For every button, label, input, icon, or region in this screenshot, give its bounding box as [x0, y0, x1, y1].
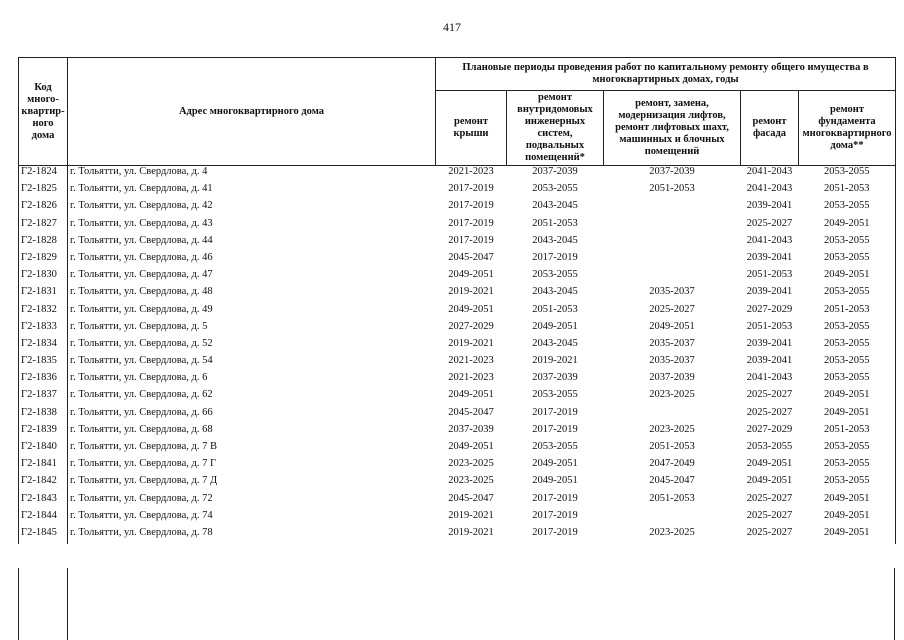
cell-lifts: 2051-2053: [649, 492, 695, 504]
cell-foundation: 2049-2051: [799, 510, 896, 527]
cell-address: г. Тольятти, ул. Свердлова, д. 62: [68, 389, 436, 406]
cell-code: Г2-1832: [19, 304, 68, 321]
cell-roof: 2017-2019: [448, 183, 494, 195]
cell-facade: 2025-2027: [746, 389, 793, 401]
cell-systems: 2043-2045: [532, 234, 578, 246]
cell-facade: 2049-2051: [746, 475, 793, 487]
cell-foundation: 2053-2055: [799, 235, 896, 252]
cell-lifts: 2049-2051: [649, 320, 695, 332]
cell-lifts: 2037-2039: [649, 166, 695, 177]
cell-code: Г2-1825: [19, 183, 68, 200]
cell-address: г. Тольятти, ул. Свердлова, д. 72: [68, 493, 436, 510]
cell-address: г. Тольятти, ул. Свердлова, д. 54: [68, 355, 436, 372]
cell-systems: 2017-2019: [532, 492, 578, 504]
cell-roof: 2027-2029: [448, 320, 494, 332]
cell-facade: 2051-2053: [746, 320, 793, 332]
table-row: [19, 458, 896, 475]
cell-lifts: 2035-2037: [649, 286, 695, 298]
cell-code: Г2-1845: [19, 527, 68, 544]
cell-foundation: 2049-2051: [799, 218, 896, 235]
cell-foundation: 2049-2051: [799, 407, 896, 424]
table-row: [19, 166, 896, 184]
table-row: [19, 252, 896, 269]
cell-facade: 2025-2027: [746, 406, 793, 418]
cell-address: г. Тольятти, ул. Свердлова, д. 7 В: [68, 441, 436, 458]
cell-lifts: [604, 269, 741, 286]
cell-systems: 2017-2019: [532, 526, 578, 538]
cell-address: г. Тольятти, ул. Свердлова, д. 68: [68, 424, 436, 441]
cell-roof: 2049-2051: [448, 389, 494, 401]
cell-code: Г2-1829: [19, 252, 68, 269]
cell-foundation: 2053-2055: [799, 338, 896, 355]
cell-roof: 2049-2051: [448, 441, 494, 452]
header-systems: ремонт внутридомовых инженерных систем, подвальных помещений*: [507, 91, 604, 166]
page-number: 417: [443, 20, 461, 34]
cell-code: Г2-1828: [19, 235, 68, 252]
frame-right-border: [894, 568, 895, 640]
cell-foundation: 2053-2055: [799, 286, 896, 303]
cell-systems: 2043-2045: [532, 286, 578, 298]
cell-address: г. Тольятти, ул. Свердлова, д. 48: [68, 286, 436, 303]
cell-facade: 2039-2041: [746, 251, 793, 263]
cell-systems: 2049-2051: [532, 320, 578, 332]
cell-lifts: 2051-2053: [649, 441, 695, 452]
cell-code: Г2-1830: [19, 269, 68, 286]
cell-systems: 2053-2055: [532, 269, 578, 281]
cell-lifts: 2035-2037: [649, 355, 695, 367]
table-row: [19, 200, 896, 217]
header-group: Плановые периоды проведения работ по капитальному ремонту общего имущества в многоквартирных домах, годы: [436, 58, 896, 91]
cell-roof: 2049-2051: [448, 303, 494, 315]
cell-facade: 2041-2043: [746, 372, 793, 384]
cell-systems: 2017-2019: [532, 406, 578, 418]
frame-column-divider: [67, 568, 68, 640]
cell-code: Г2-1824: [19, 166, 68, 184]
cell-code: Г2-1826: [19, 200, 68, 217]
cell-roof: 2023-2025: [448, 475, 494, 487]
table-header: [19, 58, 896, 166]
cell-address: г. Тольятти, ул. Свердлова, д. 7 Д: [68, 475, 436, 492]
cell-systems: 2037-2039: [532, 166, 578, 177]
cell-address: г. Тольятти, ул. Свердлова, д. 43: [68, 218, 436, 235]
cell-lifts: 2037-2039: [649, 372, 695, 384]
cell-address: г. Тольятти, ул. Свердлова, д. 74: [68, 510, 436, 527]
cell-address: г. Тольятти, ул. Свердлова, д. 66: [68, 407, 436, 424]
cell-systems: 2043-2045: [532, 337, 578, 349]
cell-code: Г2-1838: [19, 407, 68, 424]
cell-lifts: [604, 407, 741, 424]
cell-foundation: 2053-2055: [799, 441, 896, 458]
table-row: [19, 321, 896, 338]
cell-foundation: 2053-2055: [799, 252, 896, 269]
cell-systems: 2049-2051: [532, 475, 578, 487]
cell-facade: 2025-2027: [746, 492, 793, 504]
cell-code: Г2-1831: [19, 286, 68, 303]
cell-address: г. Тольятти, ул. Свердлова, д. 5: [68, 321, 436, 338]
cell-foundation: 2053-2055: [799, 372, 896, 389]
cell-foundation: 2049-2051: [799, 493, 896, 510]
cell-lifts: [604, 510, 741, 527]
cell-lifts: 2051-2053: [649, 183, 695, 195]
cell-code: Г2-1843: [19, 493, 68, 510]
cell-roof: 2019-2021: [448, 526, 494, 538]
cell-address: г. Тольятти, ул. Свердлова, д. 78: [68, 527, 436, 544]
cell-foundation: 2051-2053: [799, 304, 896, 321]
cell-foundation: 2049-2051: [799, 527, 896, 544]
cell-address: г. Тольятти, ул. Свердлова, д. 46: [68, 252, 436, 269]
cell-roof: 2019-2021: [448, 509, 494, 521]
table-row: [19, 355, 896, 372]
cell-address: г. Тольятти, ул. Свердлова, д. 44: [68, 235, 436, 252]
cell-foundation: 2049-2051: [799, 269, 896, 286]
table-row: [19, 493, 896, 510]
frame-left-border: [18, 568, 19, 640]
cell-roof: 2019-2021: [448, 286, 494, 298]
cell-facade: 2027-2029: [746, 303, 793, 315]
cell-foundation: 2053-2055: [799, 355, 896, 372]
cell-code: Г2-1837: [19, 389, 68, 406]
table-row: [19, 286, 896, 303]
cell-roof: 2021-2023: [448, 372, 494, 384]
cell-roof: 2017-2019: [448, 234, 494, 246]
cell-foundation: 2053-2055: [799, 321, 896, 338]
cell-facade: 2041-2043: [746, 183, 793, 195]
cell-code: Г2-1844: [19, 510, 68, 527]
cell-code: Г2-1833: [19, 321, 68, 338]
cell-facade: 2053-2055: [746, 441, 793, 452]
table-row: [19, 235, 896, 252]
cell-systems: 2049-2051: [532, 458, 578, 470]
cell-lifts: 2023-2025: [649, 526, 695, 538]
cell-lifts: 2035-2037: [649, 337, 695, 349]
table-row: [19, 510, 896, 527]
cell-roof: 2021-2023: [448, 355, 494, 367]
table-row: [19, 218, 896, 235]
cell-address: г. Тольятти, ул. Свердлова, д. 49: [68, 304, 436, 321]
cell-code: Г2-1842: [19, 475, 68, 492]
cell-facade: 2039-2041: [746, 200, 793, 212]
cell-systems: 2017-2019: [532, 509, 578, 521]
cell-code: Г2-1836: [19, 372, 68, 389]
cell-roof: 2017-2019: [448, 200, 494, 212]
header-foundation: ремонт фундамента многоквартирного дома**: [799, 91, 896, 166]
table-row: [19, 183, 896, 200]
cell-address: г. Тольятти, ул. Свердлова, д. 47: [68, 269, 436, 286]
table-row: [19, 475, 896, 492]
cell-lifts: [604, 218, 741, 235]
table-row: [19, 407, 896, 424]
cell-facade: 2041-2043: [746, 166, 793, 177]
cell-foundation: 2049-2051: [799, 389, 896, 406]
cell-address: г. Тольятти, ул. Свердлова, д. 41: [68, 183, 436, 200]
cell-systems: 2017-2019: [532, 423, 578, 435]
table-row: [19, 527, 896, 544]
cell-facade: 2025-2027: [746, 526, 793, 538]
cell-systems: 2051-2053: [532, 217, 578, 229]
cell-systems: 2053-2055: [532, 389, 578, 401]
cell-lifts: 2023-2025: [649, 423, 695, 435]
table-row: [19, 372, 896, 389]
cell-code: Г2-1839: [19, 424, 68, 441]
header-facade: ремонт фасада: [741, 91, 799, 166]
cell-roof: 2021-2023: [448, 166, 494, 177]
cell-facade: 2039-2041: [746, 355, 793, 367]
cell-code: Г2-1841: [19, 458, 68, 475]
cell-lifts: [604, 235, 741, 252]
cell-systems: 2019-2021: [532, 355, 578, 367]
cell-facade: 2027-2029: [746, 423, 793, 435]
cell-roof: 2019-2021: [448, 337, 494, 349]
cell-roof: 2017-2019: [448, 217, 494, 229]
header-code: Код много-квартир-ного дома: [19, 58, 68, 166]
cell-roof: 2045-2047: [448, 406, 494, 418]
cell-lifts: 2023-2025: [649, 389, 695, 401]
cell-code: Г2-1834: [19, 338, 68, 355]
cell-foundation: 2053-2055: [799, 475, 896, 492]
cell-foundation: 2053-2055: [799, 166, 896, 184]
cell-roof: 2045-2047: [448, 251, 494, 263]
cell-facade: 2039-2041: [746, 337, 793, 349]
cell-lifts: 2025-2027: [649, 303, 695, 315]
cell-foundation: 2053-2055: [799, 458, 896, 475]
cell-systems: 2053-2055: [532, 183, 578, 195]
table-row: [19, 338, 896, 355]
cell-facade: 2051-2053: [746, 269, 793, 281]
cell-roof: 2049-2051: [448, 269, 494, 281]
cell-systems: 2053-2055: [532, 441, 578, 452]
cell-foundation: 2051-2053: [799, 424, 896, 441]
cell-address: г. Тольятти, ул. Свердлова, д. 6: [68, 372, 436, 389]
cell-lifts: 2047-2049: [649, 458, 695, 470]
cell-systems: 2051-2053: [532, 303, 578, 315]
cell-address: г. Тольятти, ул. Свердлова, д. 42: [68, 200, 436, 217]
cell-facade: 2041-2043: [746, 234, 793, 246]
cell-facade: 2025-2027: [746, 509, 793, 521]
table-body: [19, 166, 896, 545]
cell-facade: 2049-2051: [746, 458, 793, 470]
cell-code: Г2-1840: [19, 441, 68, 458]
cell-lifts: [604, 200, 741, 217]
cell-lifts: 2045-2047: [649, 475, 695, 487]
cell-facade: 2025-2027: [746, 217, 793, 229]
cell-lifts: [604, 252, 741, 269]
table-row: [19, 424, 896, 441]
header-roof: ремонт крыши: [436, 91, 507, 166]
cell-foundation: 2053-2055: [799, 200, 896, 217]
table-row: [19, 269, 896, 286]
cell-address: г. Тольятти, ул. Свердлова, д. 7 Г: [68, 458, 436, 475]
cell-facade: 2039-2041: [746, 286, 793, 298]
table-row: [19, 389, 896, 406]
table-row: [19, 304, 896, 321]
header-lifts: ремонт, замена, модернизация лифтов, ремонт лифтовых шахт, машинных и блочных помещений: [604, 91, 741, 166]
cell-systems: 2037-2039: [532, 372, 578, 384]
cell-systems: 2043-2045: [532, 200, 578, 212]
cell-roof: 2037-2039: [448, 423, 494, 435]
cell-systems: 2017-2019: [532, 251, 578, 263]
cell-roof: 2023-2025: [448, 458, 494, 470]
cell-code: Г2-1827: [19, 218, 68, 235]
repair-schedule-table: [18, 57, 896, 544]
cell-foundation: 2051-2053: [799, 183, 896, 200]
header-address: Адрес многоквартирного дома: [68, 58, 436, 166]
table-row: [19, 441, 896, 458]
cell-code: Г2-1835: [19, 355, 68, 372]
cell-address: г. Тольятти, ул. Свердлова, д. 52: [68, 338, 436, 355]
cell-roof: 2045-2047: [448, 492, 494, 504]
cell-address: г. Тольятти, ул. Свердлова, д. 4: [68, 166, 436, 184]
